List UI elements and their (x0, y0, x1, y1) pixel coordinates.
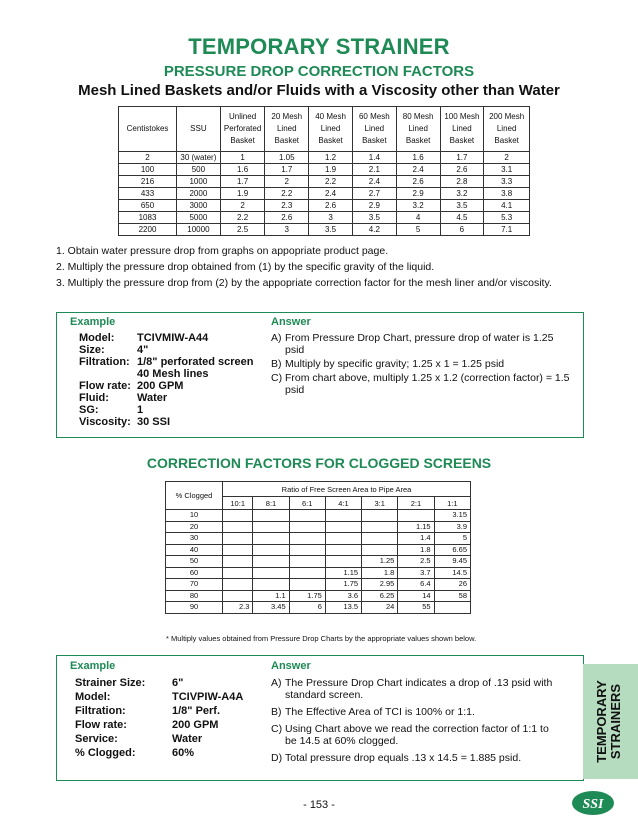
table-row (166, 602, 471, 614)
table-cell: 5000 (176, 212, 220, 224)
table-row (119, 176, 530, 188)
column-header: 40 Mesh Lined Basket (309, 107, 353, 152)
table-cell: 6 (440, 224, 484, 236)
detail-key: Flow rate: (75, 719, 127, 731)
table-cell (434, 602, 470, 614)
clogged-heading: CORRECTION FACTORS FOR CLOGGED SCREENS (146, 455, 492, 471)
table-cell: 650 (119, 200, 177, 212)
table-cell (223, 579, 253, 591)
answer-text: Total pressure drop equals .13 x 14.5 = 1.885 psid. (285, 752, 522, 764)
answer-label: Answer (271, 316, 311, 328)
detail-value: TCIVPIW-A4A (172, 691, 244, 703)
table-cell: 3.15 (434, 510, 470, 522)
table-cell: 100 (119, 164, 177, 176)
table-cell (362, 510, 398, 522)
table-cell: 5 (396, 224, 440, 236)
detail-row (75, 705, 243, 719)
table-cell: 2.8 (440, 176, 484, 188)
table-cell: 500 (176, 164, 220, 176)
example-label: Example (70, 316, 116, 328)
table-cell: 1.6 (396, 152, 440, 164)
table-cell (223, 590, 253, 602)
table-cell: 1.75 (325, 579, 361, 591)
table-cell: 1.1 (253, 590, 289, 602)
table-cell: 2.9 (352, 200, 396, 212)
table-cell: 24 (362, 602, 398, 614)
table-cell: 14 (398, 590, 434, 602)
table-cell: 2.9 (396, 188, 440, 200)
table-cell: 2.2 (265, 188, 309, 200)
answer-text: Multiply by specific gravity; 1.25 x 1 = 1.25 psid (285, 358, 505, 370)
table-cell: 50 (166, 556, 223, 568)
table-cell: 55 (398, 602, 434, 614)
table-cell: 2.95 (362, 579, 398, 591)
answer-item (271, 677, 556, 701)
answer-key: C) (271, 372, 283, 384)
table-cell: 2.3 (223, 602, 253, 614)
table-cell: 2.6 (309, 200, 353, 212)
table-cell (289, 521, 325, 533)
detail-key: % Clogged: (75, 747, 136, 759)
answer-text: Using Chart above we read the correction factor of 1:1 to be 14.5 at 60% clogged. (285, 723, 549, 747)
table-cell (223, 544, 253, 556)
detail-value: 1/8" Perf. (172, 705, 221, 717)
correction-factor-table (118, 106, 530, 236)
table-cell: 80 (166, 590, 223, 602)
table-cell: 2.6 (440, 164, 484, 176)
detail-value: TCIVMIW-A44 (137, 332, 209, 344)
table-cell: 6.4 (398, 579, 434, 591)
table-cell (253, 533, 289, 545)
table-cell: 1083 (119, 212, 177, 224)
example-details (79, 332, 254, 428)
table-header-row (119, 107, 530, 152)
answer-list (271, 677, 556, 769)
side-tab-line: TEMPORARY (594, 680, 609, 763)
table-cell: 3.1 (484, 164, 530, 176)
table-cell: 3.7 (398, 567, 434, 579)
table-cell (253, 579, 289, 591)
table-cell (253, 510, 289, 522)
table-cell: 9.45 (434, 556, 470, 568)
table-cell: 4.2 (352, 224, 396, 236)
ratio-header: 8:1 (253, 497, 289, 510)
clogged-corner-header: % Clogged (166, 482, 223, 510)
table-cell (325, 521, 361, 533)
instructions-list (56, 243, 552, 291)
ratio-header: 6:1 (289, 497, 325, 510)
column-header: Centistokes (119, 107, 177, 152)
detail-key: Filtration: (79, 356, 130, 368)
answer-key: B) (271, 706, 282, 718)
table-cell: 2.5 (220, 224, 265, 236)
table-cell: 20 (166, 521, 223, 533)
table-cell (253, 567, 289, 579)
answer-key: C) (271, 723, 283, 735)
detail-row (79, 368, 254, 380)
answer-item (271, 358, 571, 370)
page-title: TEMPORARY STRAINER (188, 34, 450, 59)
table-cell: 1.15 (325, 567, 361, 579)
answer-key: B) (271, 358, 282, 370)
example-box-2 (56, 655, 584, 781)
answer-list (271, 332, 571, 398)
answer-key: A) (271, 332, 282, 344)
table-cell: 90 (166, 602, 223, 614)
detail-row (75, 747, 243, 761)
detail-value: 200 GPM (172, 719, 219, 731)
table-cell: 2.6 (265, 212, 309, 224)
detail-row (75, 677, 243, 691)
column-header: Unlined Perforated Basket (220, 107, 265, 152)
table-cell (253, 556, 289, 568)
column-header: 200 Mesh Lined Basket (484, 107, 530, 152)
table-cell (253, 544, 289, 556)
table-cell: 58 (434, 590, 470, 602)
detail-value: 60% (172, 747, 195, 759)
detail-row (79, 392, 254, 404)
answer-key: A) (271, 677, 282, 689)
table-row (166, 579, 471, 591)
table-cell: 7.1 (484, 224, 530, 236)
answer-item (271, 332, 571, 356)
clogged-factor-table (165, 481, 471, 614)
table-cell: 3.5 (309, 224, 353, 236)
table-cell: 3.2 (396, 200, 440, 212)
table-cell: 1.8 (398, 544, 434, 556)
table-cell: 1.8 (362, 567, 398, 579)
table-cell: 4.5 (440, 212, 484, 224)
table-cell: 10000 (176, 224, 220, 236)
table-row (166, 533, 471, 545)
table-cell: 6.25 (362, 590, 398, 602)
table-cell: 2.4 (309, 188, 353, 200)
table-cell (223, 533, 253, 545)
table-cell: 70 (166, 579, 223, 591)
table-cell: 1.2 (309, 152, 353, 164)
table-cell (289, 579, 325, 591)
example-box-1 (56, 312, 584, 438)
table-row (119, 164, 530, 176)
table-cell (325, 533, 361, 545)
detail-key: Model: (79, 332, 115, 344)
table-cell: 1.4 (398, 533, 434, 545)
detail-key: Strainer Size: (75, 677, 146, 689)
detail-key: Fluid: (79, 392, 109, 404)
detail-row (79, 344, 254, 356)
table-cell: 3 (265, 224, 309, 236)
table-cell: 3.9 (434, 521, 470, 533)
table-cell: 30 (166, 533, 223, 545)
footnote: * Multiply values obtained from Pressure Drop Charts by the appropriate values shown below. (166, 634, 477, 643)
answer-item (271, 723, 556, 747)
column-header: SSU (176, 107, 220, 152)
svg-text:SSI: SSI (582, 797, 604, 812)
detail-value: 4" (137, 344, 149, 356)
table-cell: 1.7 (265, 164, 309, 176)
detail-key: SG: (79, 404, 99, 416)
table-cell: 5.3 (484, 212, 530, 224)
table-cell: 3.5 (352, 212, 396, 224)
detail-key: Viscosity: (79, 416, 131, 428)
table-cell: 1.9 (309, 164, 353, 176)
answer-text: From chart above, multiply 1.25 x 1.2 (correction factor) = 1.5 psid (285, 372, 570, 396)
table-cell: 2.6 (396, 176, 440, 188)
table-cell: 2.2 (309, 176, 353, 188)
side-tab (583, 664, 638, 779)
table-cell: 2.3 (265, 200, 309, 212)
table-cell: 3.5 (440, 200, 484, 212)
detail-value: Water (172, 733, 203, 745)
table-cell: 1.7 (440, 152, 484, 164)
table-cell: 2200 (119, 224, 177, 236)
detail-row (75, 733, 243, 747)
answer-item (271, 372, 571, 396)
table-cell: 10 (166, 510, 223, 522)
table-cell: 433 (119, 188, 177, 200)
table-cell: 2000 (176, 188, 220, 200)
side-tab-line: STRAINERS (608, 683, 623, 760)
answer-text: The Effective Area of TCI is 100% or 1:1. (285, 706, 475, 718)
page-number: - 153 - (303, 799, 335, 811)
table-cell: 2.4 (396, 164, 440, 176)
table-cell: 2 (484, 152, 530, 164)
table-cell: 1 (220, 152, 265, 164)
answer-item (271, 752, 556, 764)
detail-value: 6" (172, 677, 184, 689)
table-cell: 1.6 (220, 164, 265, 176)
table-cell: 4 (396, 212, 440, 224)
table-row (166, 510, 471, 522)
answer-text: From Pressure Drop Chart, pressure drop of water is 1.25 psid (285, 332, 554, 356)
ratio-header: 3:1 (362, 497, 398, 510)
table-cell: 13.5 (325, 602, 361, 614)
answer-text: The Pressure Drop Chart indicates a drop of .13 psid with standard screen. (285, 677, 553, 701)
table-cell: 5 (434, 533, 470, 545)
table-cell (325, 556, 361, 568)
instruction-step: 2. Multiply the pressure drop obtained from (1) by the specific gravity of the liquid. (56, 261, 435, 273)
section-heading: Mesh Lined Baskets and/or Fluids with a Viscosity other than Water (78, 82, 560, 99)
detail-key (79, 368, 137, 380)
table-cell (325, 510, 361, 522)
table-row (166, 567, 471, 579)
table-cell (398, 510, 434, 522)
table-cell: 1.9 (220, 188, 265, 200)
table-cell (362, 521, 398, 533)
detail-row (79, 332, 254, 344)
table-cell: 2 (220, 200, 265, 212)
detail-key: Service: (75, 733, 118, 745)
table-cell: 2.7 (352, 188, 396, 200)
table-cell: 14.5 (434, 567, 470, 579)
detail-value: 1 (137, 404, 144, 416)
table-cell (253, 521, 289, 533)
table-row (166, 544, 471, 556)
table-row (119, 212, 530, 224)
detail-key: Size: (79, 344, 105, 356)
table-cell: 3.3 (484, 176, 530, 188)
column-header: 80 Mesh Lined Basket (396, 107, 440, 152)
ratio-header: 2:1 (398, 497, 434, 510)
table-row (166, 556, 471, 568)
table-cell: 3000 (176, 200, 220, 212)
table-cell: 3.8 (484, 188, 530, 200)
table-cell: 3.2 (440, 188, 484, 200)
table-cell: 2.4 (352, 176, 396, 188)
detail-row (79, 380, 254, 392)
detail-row (75, 719, 243, 733)
table-row (119, 200, 530, 212)
page-subtitle: PRESSURE DROP CORRECTION FACTORS (163, 63, 475, 80)
table-cell: 3.45 (253, 602, 289, 614)
table-cell: 1.4 (352, 152, 396, 164)
ratio-header: 4:1 (325, 497, 361, 510)
table-cell: 60 (166, 567, 223, 579)
answer-key: D) (271, 752, 283, 764)
table-row (119, 188, 530, 200)
table-cell: 1000 (176, 176, 220, 188)
table-cell (289, 510, 325, 522)
table-cell: 2.2 (220, 212, 265, 224)
table-cell: 40 (166, 544, 223, 556)
table-cell: 1.7 (220, 176, 265, 188)
ratio-group-header: Ratio of Free Screen Area to Pipe Area (223, 482, 471, 497)
table-cell: 26 (434, 579, 470, 591)
table-cell: 2 (119, 152, 177, 164)
detail-row (79, 356, 254, 368)
detail-key: Flow rate: (79, 380, 131, 392)
detail-row (79, 404, 254, 416)
table-cell: 2.5 (398, 556, 434, 568)
table-cell (362, 533, 398, 545)
table-body (119, 152, 530, 236)
table-cell (223, 556, 253, 568)
column-header: 100 Mesh Lined Basket (440, 107, 484, 152)
table-cell (223, 510, 253, 522)
table-cell (223, 521, 253, 533)
table-cell: 1.25 (362, 556, 398, 568)
table-cell: 6.65 (434, 544, 470, 556)
table-cell: 1.75 (289, 590, 325, 602)
table-row (119, 224, 530, 236)
example-details (75, 677, 243, 761)
table-cell (289, 533, 325, 545)
column-header: 20 Mesh Lined Basket (265, 107, 309, 152)
table-cell: 30 (water) (176, 152, 220, 164)
answer-item (271, 706, 556, 718)
table-cell (289, 567, 325, 579)
table-cell (289, 544, 325, 556)
column-header: 60 Mesh Lined Basket (352, 107, 396, 152)
table-cell: 1.15 (398, 521, 434, 533)
answer-label: Answer (271, 660, 311, 672)
instruction-step: 3. Multiply the pressure drop from (2) by the appopriate correction factor for the mesh liner and/or viscosity. (56, 277, 552, 289)
table-cell: 3.6 (325, 590, 361, 602)
table-cell: 1.05 (265, 152, 309, 164)
detail-key: Model: (75, 691, 111, 703)
table-cell (289, 556, 325, 568)
table-cell: 2 (265, 176, 309, 188)
example-label: Example (70, 660, 116, 672)
table-cell (362, 544, 398, 556)
instruction-step: 1. Obtain water pressure drop from graphs on appopriate product page. (56, 245, 389, 257)
detail-value: 200 GPM (137, 380, 184, 392)
detail-row (75, 691, 243, 705)
table-cell: 3 (309, 212, 353, 224)
detail-value: 1/8" perforated screen (137, 356, 254, 368)
detail-value: 30 SSI (137, 416, 171, 428)
table-cell (223, 567, 253, 579)
table-row (166, 521, 471, 533)
table-cell: 2.1 (352, 164, 396, 176)
detail-row (79, 416, 254, 428)
ratio-header: 1:1 (434, 497, 470, 510)
detail-value: 40 Mesh lines (137, 368, 209, 380)
table-cell: 4.1 (484, 200, 530, 212)
detail-value: Water (137, 392, 168, 404)
ssi-logo (571, 790, 615, 816)
table-cell: 6 (289, 602, 325, 614)
table-cell (325, 544, 361, 556)
table-row (166, 590, 471, 602)
detail-key: Filtration: (75, 705, 126, 717)
table-cell: 216 (119, 176, 177, 188)
table-row (119, 152, 530, 164)
ratio-header: 10:1 (223, 497, 253, 510)
